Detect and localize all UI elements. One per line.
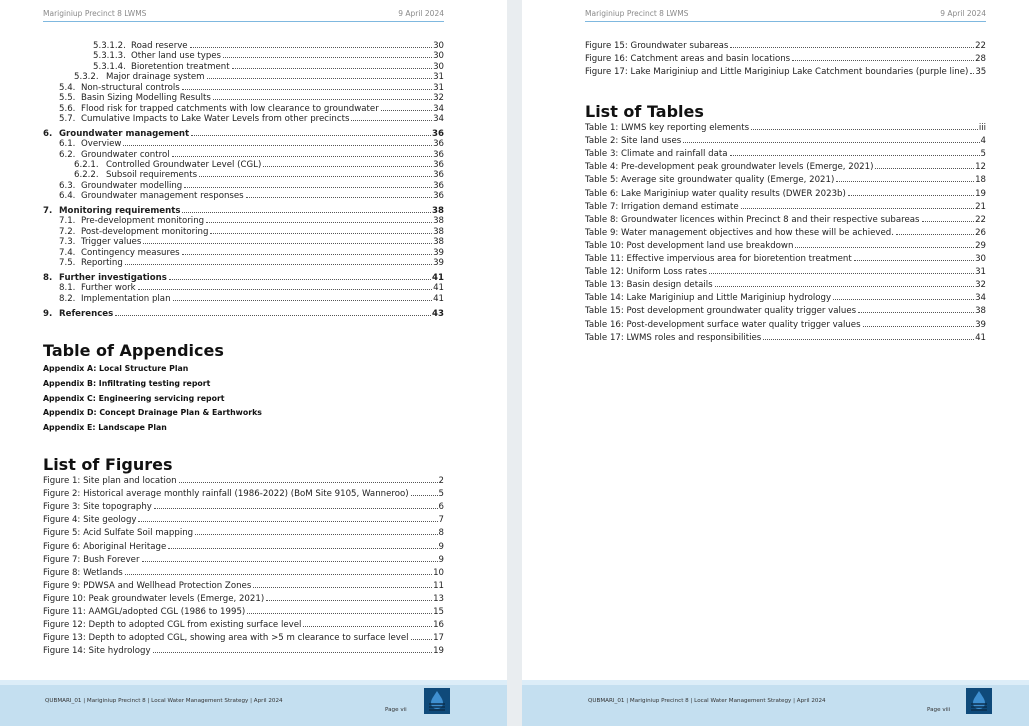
entry-label: Further work [81, 283, 136, 293]
dot-leader [970, 73, 974, 74]
toc-entry[interactable] [43, 237, 444, 247]
entry-page-number: 9 [438, 541, 444, 552]
dot-leader [182, 254, 432, 255]
entry-label: Figure 17: Lake Mariginiup and Little Mariginiup Lake Catchment boundaries (purple line) [585, 67, 969, 78]
table-entry[interactable] [585, 267, 986, 277]
table-entry[interactable] [585, 136, 986, 146]
entry-label: Trigger values [81, 237, 142, 247]
entry-page-number: 31 [975, 267, 986, 278]
entry-page-number: 35 [975, 67, 987, 78]
dot-leader [182, 212, 431, 213]
table-entry[interactable] [585, 202, 986, 212]
entry-number: 6.2.1. [74, 160, 99, 170]
water-drop-logo-icon [966, 688, 992, 714]
appendix-link[interactable]: Appendix D: Concept Drainage Plan & Earthworks [43, 408, 262, 418]
dot-leader [730, 47, 974, 48]
dot-leader [381, 110, 432, 111]
entry-number: 5.4. [59, 83, 76, 93]
dot-leader [266, 600, 432, 601]
entry-label: Bioretention treatment [131, 62, 230, 72]
toc-entry[interactable] [43, 62, 444, 72]
toc-entry[interactable] [43, 309, 444, 319]
entry-label: Figure 4: Site geology [43, 515, 137, 526]
dot-leader [153, 652, 433, 653]
entry-label: Table 3: Climate and rainfall data [585, 149, 728, 160]
entry-label: Table 7: Irrigation demand estimate [585, 201, 739, 212]
page-header [43, 9, 444, 22]
toc-entry[interactable] [43, 294, 444, 304]
entry-number: 5.3.1.2. [93, 41, 126, 51]
figures-heading: List of Figures [43, 455, 173, 474]
dot-leader [246, 197, 432, 198]
dot-leader [191, 135, 431, 136]
dot-leader [247, 613, 432, 614]
dot-leader [263, 166, 432, 167]
entry-label: Table 4: Pre-development peak groundwater levels (Emerge, 2021) [585, 162, 874, 173]
entry-label: Post-development monitoring [81, 227, 209, 237]
entry-page-number: 34 [433, 104, 444, 114]
entry-page-number: iii [978, 123, 986, 133]
figure-entry[interactable] [43, 476, 444, 486]
entry-page-number: 34 [433, 114, 444, 124]
entry-page-number: 41 [432, 273, 444, 283]
toc-entry[interactable] [43, 181, 444, 191]
dot-leader [195, 534, 437, 535]
entry-label: Flood risk for trapped catchments with low clearance to groundwater [81, 104, 379, 114]
table-entry[interactable] [585, 162, 986, 172]
document-page-right [522, 0, 1029, 726]
dot-leader [179, 482, 438, 483]
dot-leader [763, 339, 974, 340]
entry-number: 5.3.2. [74, 72, 99, 82]
dot-leader [411, 639, 433, 640]
dot-leader [223, 57, 432, 58]
entry-label: Basin Sizing Modelling Results [81, 93, 211, 103]
dot-leader [232, 68, 432, 69]
entry-page-number: 11 [433, 580, 444, 591]
dot-leader [792, 60, 974, 61]
dot-leader [138, 289, 432, 290]
figure-entry[interactable] [43, 555, 444, 565]
table-entry[interactable] [585, 175, 986, 185]
entry-page-number: 39 [433, 258, 444, 268]
entry-page-number: 5 [438, 489, 444, 500]
figure-entry[interactable] [43, 502, 444, 512]
toc-entry[interactable] [43, 150, 444, 160]
header-date: 9 April 2024 [398, 9, 444, 18]
dot-leader [143, 243, 432, 244]
dot-leader [683, 142, 979, 143]
entry-page-number: 36 [433, 139, 444, 149]
entry-label: Other land use types [131, 51, 222, 61]
dot-leader [190, 47, 432, 48]
dot-leader [922, 221, 975, 222]
footer-text: QUBMARI_01 | Mariginiup Precinct 8 | Local Water Management Strategy | April 2024 [588, 698, 826, 704]
entry-page-number: 28 [975, 54, 986, 65]
table-entry[interactable] [585, 333, 986, 343]
entry-label: Groundwater management responses [81, 191, 244, 201]
entry-label: Table 2: Site land uses [585, 136, 682, 147]
toc-entry[interactable] [43, 104, 444, 114]
document-page-left [0, 0, 507, 726]
toc-entry[interactable] [43, 216, 444, 226]
entry-label: References [59, 309, 114, 319]
entry-number: 6.3. [59, 181, 76, 191]
entry-label: Figure 9: PDWSA and Wellhead Protection Zones [43, 580, 252, 591]
entry-label: Reporting [81, 258, 123, 268]
entry-page-number: 30 [433, 62, 444, 72]
entry-page-number: 5 [980, 149, 986, 160]
dot-leader [848, 195, 974, 196]
page-header [585, 9, 986, 22]
entry-page-number: 6 [438, 502, 444, 513]
footer-page-number: Page vii [385, 707, 407, 713]
toc-entry[interactable] [43, 258, 444, 268]
header-title: Mariginiup Precinct 8 LWMS [43, 9, 147, 18]
table-entry[interactable] [585, 241, 986, 251]
entry-number: 7.2. [59, 227, 76, 237]
toc-entry[interactable] [43, 206, 444, 216]
dot-leader [172, 156, 432, 157]
entry-label: Figure 8: Wetlands [43, 567, 123, 578]
entry-page-number: 31 [433, 72, 444, 82]
dot-leader [142, 561, 438, 562]
toc-entry[interactable] [43, 93, 444, 103]
entry-page-number: 38 [433, 227, 444, 237]
entry-number: 6.1. [59, 139, 76, 149]
dot-leader [253, 587, 432, 588]
toc-entry[interactable] [43, 191, 444, 201]
dot-leader [207, 78, 433, 79]
dot-leader [125, 574, 432, 575]
table-entry[interactable] [585, 149, 986, 159]
entry-page-number: 39 [433, 248, 444, 258]
table-entry[interactable] [585, 123, 986, 133]
dot-leader [125, 264, 432, 265]
entry-page-number: 29 [975, 240, 986, 251]
entry-label: Groundwater control [81, 150, 170, 160]
toc-entry[interactable] [43, 170, 444, 180]
entry-page-number: 36 [433, 160, 444, 170]
entry-number: 7. [43, 206, 53, 216]
header-title: Mariginiup Precinct 8 LWMS [585, 9, 689, 18]
figure-entry[interactable] [585, 67, 986, 77]
entry-page-number: 4 [980, 136, 986, 147]
figure-entry[interactable] [43, 633, 444, 643]
figure-entry[interactable] [43, 607, 444, 617]
dot-leader [199, 176, 432, 177]
entry-number: 7.3. [59, 237, 76, 247]
entry-label: Contingency measures [81, 248, 180, 258]
entry-page-number: 38 [432, 206, 444, 216]
toc-entry[interactable] [43, 72, 444, 82]
figure-entry[interactable] [585, 54, 986, 64]
toc-entry[interactable] [43, 160, 444, 170]
entry-page-number: 8 [438, 528, 444, 539]
entry-page-number: 21 [975, 201, 986, 212]
entry-page-number: 36 [433, 191, 444, 201]
entry-page-number: 10 [433, 567, 444, 578]
toc-entry[interactable] [43, 248, 444, 258]
dot-leader [875, 168, 974, 169]
entry-page-number: 12 [975, 162, 986, 173]
entry-page-number: 13 [433, 593, 444, 604]
toc-entry[interactable] [43, 114, 444, 124]
entry-page-number: 22 [975, 41, 986, 51]
entry-page-number: 41 [433, 283, 444, 293]
dot-leader [210, 233, 432, 234]
dot-leader [836, 181, 974, 182]
entry-number: 5.7. [59, 114, 76, 124]
entry-page-number: 41 [975, 332, 986, 343]
entry-label: Figure 1: Site plan and location [43, 476, 177, 486]
entry-number: 7.4. [59, 248, 76, 258]
dot-leader [138, 521, 437, 522]
table-entry[interactable] [585, 306, 986, 316]
entry-page-number: 30 [433, 51, 444, 61]
entry-page-number: 7 [438, 515, 444, 526]
dot-leader [115, 315, 431, 316]
figure-entry[interactable] [43, 528, 444, 538]
dot-leader [182, 89, 432, 90]
dot-leader [709, 273, 974, 274]
dot-leader [303, 626, 432, 627]
entry-label: Further investigations [59, 273, 167, 283]
entry-label: Major drainage system [106, 72, 205, 82]
entry-label: Implementation plan [81, 294, 171, 304]
toc-entry[interactable] [43, 41, 444, 51]
dot-leader [715, 286, 974, 287]
entry-page-number: 30 [433, 41, 444, 51]
entry-label: Cumulative Impacts to Lake Water Levels from other precincts [81, 114, 350, 124]
entry-page-number: 2 [438, 476, 444, 486]
entry-label: Table 1: LWMS key reporting elements [585, 123, 750, 133]
entry-page-number: 36 [433, 170, 444, 180]
entry-page-number: 16 [433, 620, 444, 631]
appendices-heading: Table of Appendices [43, 341, 224, 360]
toc-entry[interactable] [43, 139, 444, 149]
entry-page-number: 38 [433, 237, 444, 247]
entry-page-number: 31 [433, 83, 444, 93]
entry-label: Subsoil requirements [106, 170, 198, 180]
entry-page-number: 30 [975, 254, 986, 264]
toc-entry[interactable] [43, 51, 444, 61]
entry-number: 9. [43, 309, 53, 319]
entry-label: Table 11: Effective impervious area for bioretention treatment [585, 254, 852, 264]
figure-entry[interactable] [585, 41, 986, 51]
table-entry[interactable] [585, 320, 986, 330]
entry-label: Table 5: Average site groundwater quality (Emerge, 2021) [585, 175, 835, 186]
appendix-link[interactable]: Appendix C: Engineering servicing report [43, 393, 225, 403]
dot-leader [751, 129, 978, 130]
appendix-link[interactable]: Appendix A: Local Structure Plan [43, 364, 189, 373]
entry-page-number: 36 [432, 129, 444, 139]
appendix-link[interactable]: Appendix E: Landscape Plan [43, 423, 167, 433]
entry-label: Table 16: Post-development surface water quality trigger values [585, 319, 861, 330]
entry-label: Figure 2: Historical average monthly rainfall (1986-2022) (BoM Site 9105, Wanneroo) [43, 489, 409, 500]
entry-page-number: 26 [975, 227, 986, 238]
entry-label: Groundwater modelling [81, 181, 183, 191]
entry-label: Table 14: Lake Mariginiup and Little Mariginiup hydrology [585, 293, 832, 304]
entry-number: 6.4. [59, 191, 76, 201]
figure-entry[interactable] [43, 620, 444, 630]
dot-leader [411, 495, 438, 496]
entry-label: Table 8: Groundwater licences within Precinct 8 and their respective subareas [585, 214, 920, 225]
figure-entry[interactable] [43, 515, 444, 525]
dot-leader [854, 260, 974, 261]
entry-label: Pre-development monitoring [81, 216, 205, 226]
entry-label: Figure 5: Acid Sulfate Soil mapping [43, 528, 194, 539]
figure-entry[interactable] [43, 489, 444, 499]
dot-leader [863, 326, 975, 327]
dot-leader [741, 208, 974, 209]
toc-entry[interactable] [43, 129, 444, 139]
entry-number: 7.1. [59, 216, 76, 226]
entry-label: Table 6: Lake Mariginiup water quality results (DWER 2023b) [585, 188, 846, 199]
dot-leader [206, 222, 432, 223]
header-date: 9 April 2024 [940, 9, 986, 18]
dot-leader [795, 247, 974, 248]
entry-page-number: 9 [438, 554, 444, 565]
table-entry[interactable] [585, 293, 986, 303]
entry-page-number: 36 [433, 181, 444, 191]
entry-label: Controlled Groundwater Level (CGL) [106, 160, 262, 170]
dot-leader [169, 279, 431, 280]
toc-entry[interactable] [43, 283, 444, 293]
entry-number: 6.2.2. [74, 170, 99, 180]
footer-page-number: Page viii [927, 707, 951, 713]
figure-entry[interactable] [43, 594, 444, 604]
entry-number: 8.2. [59, 294, 76, 304]
entry-label: Figure 13: Depth to adopted CGL, showing area with >5 m clearance to surface level [43, 633, 409, 644]
entry-page-number: 18 [975, 175, 986, 186]
figure-entry[interactable] [43, 581, 444, 591]
entry-label: Figure 15: Groundwater subareas [585, 41, 729, 51]
toc-entry[interactable] [43, 227, 444, 237]
entry-page-number: 38 [433, 216, 444, 226]
entry-page-number: 38 [975, 306, 986, 317]
page-footer [522, 680, 1029, 726]
entry-label: Table 15: Post development groundwater quality trigger values [585, 306, 857, 317]
entry-number: 7.5. [59, 258, 76, 268]
figure-entry[interactable] [43, 646, 444, 656]
page-footer [0, 680, 507, 726]
entry-number: 6.2. [59, 150, 76, 160]
dot-leader [730, 155, 980, 156]
entry-label: Groundwater management [59, 129, 190, 139]
water-drop-logo-icon [424, 688, 450, 714]
tables-heading: List of Tables [585, 102, 704, 121]
dot-leader [154, 508, 438, 509]
entry-number: 5.5. [59, 93, 76, 103]
entry-label: Overview [81, 139, 122, 149]
entry-page-number: 17 [433, 633, 444, 644]
table-entry[interactable] [585, 189, 986, 199]
entry-number: 8.1. [59, 283, 76, 293]
entry-number: 6. [43, 129, 53, 139]
entry-label: Table 13: Basin design details [585, 280, 713, 291]
entry-page-number: 36 [433, 150, 444, 160]
table-entry[interactable] [585, 228, 986, 238]
entry-page-number: 32 [433, 93, 444, 103]
entry-label: Table 12: Uniform Loss rates [585, 267, 707, 278]
entry-page-number: 41 [433, 294, 444, 304]
entry-number: 5.3.1.3. [93, 51, 126, 61]
dot-leader [213, 99, 432, 100]
entry-page-number: 43 [432, 309, 444, 319]
dot-leader [184, 187, 432, 188]
entry-label: Table 17: LWMS roles and responsibilities [585, 332, 762, 343]
entry-label: Figure 10: Peak groundwater levels (Emerge, 2021) [43, 593, 265, 604]
entry-label: Table 9: Water management objectives and how these will be achieved. [585, 227, 894, 238]
toc-entry[interactable] [43, 83, 444, 93]
entry-label: Monitoring requirements [59, 206, 181, 216]
entry-label: Figure 7: Bush Forever [43, 554, 140, 565]
table-entry[interactable] [585, 215, 986, 225]
entry-page-number: 32 [975, 280, 986, 291]
entry-page-number: 39 [975, 319, 986, 330]
entry-label: Figure 6: Aboriginal Heritage [43, 541, 167, 552]
entry-page-number: 22 [975, 214, 986, 225]
entry-label: Non-structural controls [81, 83, 180, 93]
entry-number: 5.3.1.4. [93, 62, 126, 72]
entry-label: Figure 16: Catchment areas and basin locations [585, 54, 791, 65]
dot-leader [123, 145, 432, 146]
entry-page-number: 19 [975, 188, 986, 199]
entry-page-number: 15 [433, 607, 444, 617]
toc-entry[interactable] [43, 273, 444, 283]
dot-leader [173, 300, 433, 301]
figure-entry[interactable] [43, 568, 444, 578]
entry-number: 5.6. [59, 104, 76, 114]
entry-label: Road reserve [131, 41, 188, 51]
dot-leader [833, 299, 974, 300]
table-entry[interactable] [585, 254, 986, 264]
dot-leader [351, 120, 432, 121]
entry-label: Table 10: Post development land use breakdown [585, 240, 794, 251]
dot-leader [168, 548, 437, 549]
entry-label: Figure 14: Site hydrology [43, 646, 151, 657]
figure-entry[interactable] [43, 542, 444, 552]
entry-label: Figure 3: Site topography [43, 502, 152, 513]
entry-label: Figure 12: Depth to adopted CGL from existing surface level [43, 620, 302, 631]
entry-page-number: 19 [433, 646, 444, 657]
entry-label: Figure 11: AAMGL/adopted CGL (1986 to 1995) [43, 607, 246, 617]
entry-page-number: 34 [975, 293, 986, 304]
footer-text: QUBMARI_01 | Mariginiup Precinct 8 | Local Water Management Strategy | April 2024 [45, 698, 283, 704]
appendix-link[interactable]: Appendix B: Infiltrating testing report [43, 378, 211, 388]
table-entry[interactable] [585, 280, 986, 290]
dot-leader [858, 312, 974, 313]
dot-leader [896, 234, 974, 235]
entry-number: 8. [43, 273, 53, 283]
